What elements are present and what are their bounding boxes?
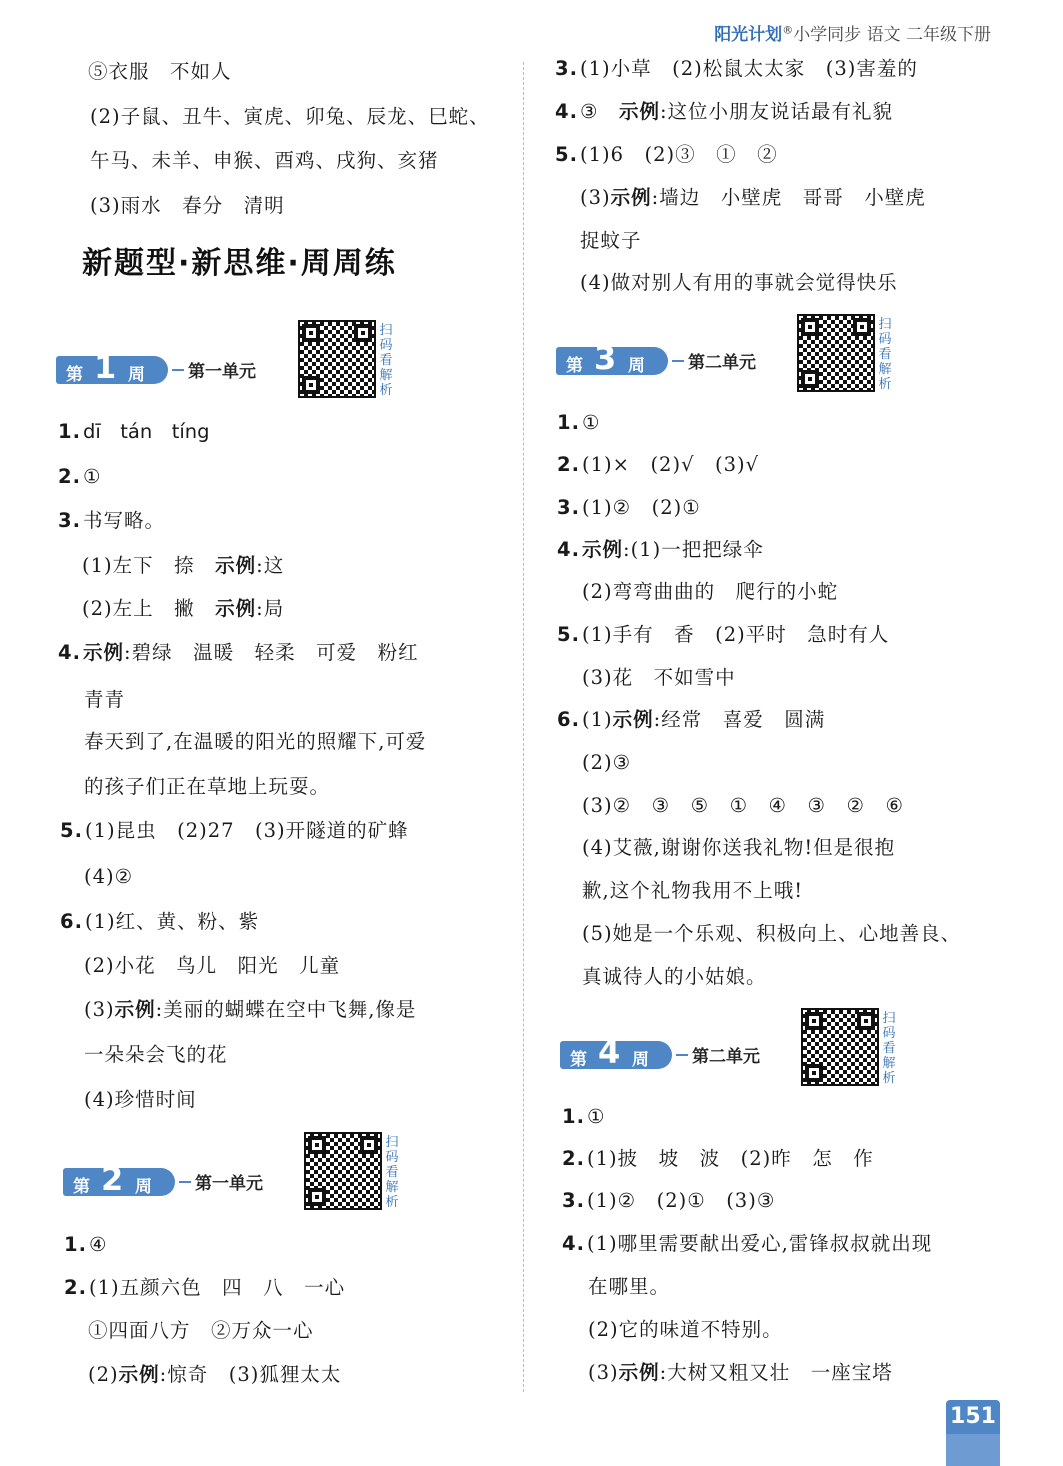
question-number: 1.	[64, 1233, 87, 1256]
answer-text: (3)	[84, 998, 115, 1021]
question-number: 3.	[557, 496, 580, 519]
answer-text: ⑤衣服 不如人	[88, 60, 232, 83]
qr-code[interactable]	[801, 1008, 879, 1086]
answer-line	[582, 965, 767, 989]
answer-text: (4)珍惜时间	[84, 1088, 197, 1111]
answer-text: (3)雨水 春分 清明	[90, 194, 285, 217]
answer-text: (1)6 (2)③ ① ②	[579, 143, 778, 166]
answer-line	[84, 688, 125, 712]
example-keyword: 示例	[618, 1361, 660, 1384]
example-keyword: 示例	[612, 708, 654, 731]
divider	[179, 1181, 191, 1183]
week-suffix: 周	[128, 365, 145, 385]
answer-text: 青青	[84, 688, 126, 711]
question-number: 2.	[58, 465, 81, 488]
question-number: 5.	[555, 143, 578, 166]
answer-text: (1)② (2)① (3)③	[586, 1189, 776, 1212]
answer-line	[64, 1276, 345, 1300]
week-suffix: 周	[632, 1050, 649, 1070]
answer-text: (1)× (2)√ (3)√	[581, 453, 760, 476]
answer-text: (2)它的味道不特别。	[588, 1318, 783, 1341]
answer-text: :大树又粗又壮 一座宝塔	[659, 1361, 893, 1384]
answer-text: 在哪里。	[588, 1275, 671, 1298]
answer-line	[582, 922, 961, 946]
question-number: 1.	[557, 411, 580, 434]
example-keyword: 示例	[118, 1363, 160, 1386]
question-number: 4.	[557, 538, 580, 561]
week-badge	[556, 339, 668, 377]
answer-line	[90, 105, 490, 129]
answer-text: :墙边 小壁虎 哥哥 小壁虎	[651, 186, 926, 209]
answer-text: :这位小朋友说话最有礼貌	[659, 100, 894, 123]
week-prefix: 第	[66, 365, 83, 385]
week-badge	[560, 1033, 672, 1071]
answer-line	[557, 708, 825, 732]
week-number: 2	[101, 1160, 124, 1198]
answer-line	[588, 1318, 783, 1342]
example-keyword: 示例	[114, 998, 156, 1021]
answer-text: 捉蚊子	[580, 229, 642, 252]
answer-text: (5)她是一个乐观、积极向上、心地善良、	[582, 922, 962, 945]
week-4-banner	[560, 1031, 790, 1077]
divider	[676, 1054, 688, 1056]
answer-line	[582, 751, 631, 775]
qr-caption: 扫 码 看 解 析	[379, 323, 393, 398]
qr-code[interactable]	[797, 314, 875, 392]
unit-label: 第二单元	[692, 1047, 760, 1067]
answer-text: :这	[256, 554, 285, 577]
answer-text: 午马、未羊、申猴、酉鸡、戌狗、亥猪	[90, 149, 439, 172]
answer-line	[582, 794, 904, 818]
example-keyword: 示例	[215, 554, 257, 577]
answer-line	[82, 554, 284, 578]
qr-caption: 扫 码 看 解 析	[882, 1011, 896, 1086]
answer-line	[557, 453, 759, 477]
answer-line	[562, 1147, 874, 1171]
answer-line	[555, 57, 918, 81]
answer-text: (3)	[588, 1361, 619, 1384]
answer-line	[84, 730, 426, 754]
week-number: 4	[598, 1033, 621, 1071]
page-number: 151	[946, 1400, 1000, 1434]
answer-text: :美丽的蝴蝶在空中飞舞,像是	[155, 998, 417, 1021]
answer-text: (2)	[88, 1363, 119, 1386]
answer-text: :局	[256, 597, 285, 620]
question-number: 5.	[60, 819, 83, 842]
answer-text: (2)弯弯曲曲的 爬行的小蛇	[582, 580, 839, 603]
week-3-banner	[556, 337, 786, 383]
week-prefix: 第	[73, 1177, 90, 1197]
answer-text: (1)红、黄、粉、紫	[84, 910, 260, 933]
answer-text: (1)	[581, 708, 613, 731]
answer-text: (3)② ③ ⑤ ① ④ ③ ② ⑥	[582, 794, 904, 817]
answer-text: (1)左下 捺	[82, 554, 216, 577]
week-number: 3	[594, 339, 617, 377]
answer-line	[580, 186, 926, 210]
answer-line	[557, 538, 764, 562]
unit-label: 第二单元	[688, 353, 756, 373]
answer-line	[555, 100, 893, 124]
question-number: 2.	[562, 1147, 585, 1170]
week-suffix: 周	[628, 356, 645, 376]
example-keyword: 示例	[581, 538, 623, 561]
answer-line	[88, 60, 232, 84]
answer-line	[88, 1319, 314, 1343]
answer-text: :(1)一把把绿伞	[623, 538, 764, 561]
book-title: 小学同步 语文 二年级下册	[793, 25, 991, 45]
question-number: 4.	[555, 100, 578, 123]
unit-label: 第一单元	[195, 1174, 263, 1194]
unit-label: 第一单元	[188, 362, 256, 382]
answer-line	[580, 229, 642, 253]
answer-line	[84, 1088, 197, 1112]
answer-line	[84, 865, 133, 889]
answer-line	[562, 1105, 605, 1129]
page-edge-strip	[946, 1434, 1000, 1466]
answer-line	[580, 271, 898, 295]
answer-line	[557, 496, 701, 520]
answer-text: (2)左上 撇	[82, 597, 216, 620]
answer-text: (1)披 坡 波 (2)昨 怎 作	[586, 1147, 874, 1170]
answer-line	[84, 998, 416, 1022]
example-keyword: 示例	[215, 597, 257, 620]
brand-name: 阳光计划	[714, 25, 783, 45]
answer-line	[60, 819, 409, 843]
answer-text: 一朵朵会飞的花	[84, 1043, 228, 1066]
week-1-banner	[56, 346, 286, 392]
answer-text: 的孩子们正在草地上玩耍。	[84, 775, 331, 798]
week-prefix: 第	[570, 1050, 587, 1070]
answer-text: :惊奇 (3)狐狸太太	[159, 1363, 342, 1386]
answer-line	[557, 623, 889, 647]
answer-line	[84, 954, 340, 978]
answer-line	[555, 143, 778, 167]
question-number: 3.	[555, 57, 578, 80]
answer-line	[90, 149, 439, 173]
answer-text: (3)花 不如雪中	[582, 666, 736, 689]
question-number: 2.	[64, 1276, 87, 1299]
answer-text: :经常 喜爱 圆满	[653, 708, 826, 731]
section-title: 新题型·新思维·周周练	[82, 246, 397, 281]
question-number: 4.	[58, 641, 81, 664]
qr-caption: 扫 码 看 解 析	[878, 317, 892, 392]
answer-text: (2)③	[582, 751, 632, 774]
answer-text: ④	[88, 1233, 108, 1256]
answer-line	[64, 1233, 107, 1257]
answer-text: 歉,这个礼物我用不上哦!	[582, 879, 804, 902]
answer-line	[88, 1363, 341, 1387]
qr-code[interactable]	[298, 320, 376, 398]
qr-caption: 扫 码 看 解 析	[385, 1135, 399, 1210]
answer-text: (4)②	[84, 865, 134, 888]
answer-text: 真诚待人的小姑娘。	[582, 965, 767, 988]
answer-text: ①	[586, 1105, 606, 1128]
answer-text: (4)做对别人有用的事就会觉得快乐	[580, 271, 898, 294]
week-prefix: 第	[566, 356, 583, 376]
answer-line	[562, 1232, 932, 1256]
question-number: 2.	[557, 453, 580, 476]
answer-text: (1)五颜六色 四 八 一心	[88, 1276, 346, 1299]
question-number: 1.	[58, 420, 81, 443]
answer-line	[588, 1275, 670, 1299]
answer-line	[58, 465, 101, 489]
question-number: 3.	[58, 509, 81, 532]
week-number: 1	[94, 348, 117, 386]
week-badge	[56, 348, 168, 386]
week-2-banner	[63, 1158, 293, 1204]
answer-line	[582, 580, 838, 604]
answer-text: (2)小花 鸟儿 阳光 儿童	[84, 954, 341, 977]
answer-text: :碧绿 温暖 轻柔 可爱 粉红	[124, 641, 419, 664]
answer-line	[588, 1361, 893, 1385]
answer-text: (1)② (2)①	[581, 496, 701, 519]
answer-line	[84, 1043, 228, 1067]
question-number: 4.	[562, 1232, 585, 1255]
answer-text: (2)子鼠、丑牛、寅虎、卯兔、辰龙、巳蛇、	[90, 105, 490, 128]
answer-text: (4)艾薇,谢谢你送我礼物!但是很抱	[582, 836, 896, 859]
example-keyword: 示例	[610, 186, 652, 209]
divider	[672, 360, 684, 362]
answer-line	[582, 879, 803, 903]
question-number: 1.	[562, 1105, 585, 1128]
example-keyword: 示例	[618, 100, 660, 123]
answer-text: 春天到了,在温暖的阳光的照耀下,可爱	[84, 730, 427, 753]
answer-line	[58, 509, 165, 533]
answer-text: dī tán tíng	[82, 420, 210, 443]
registered-mark: ®	[782, 23, 794, 37]
week-suffix: 周	[135, 1177, 152, 1197]
week-badge	[63, 1160, 175, 1198]
answer-text: ①	[581, 411, 601, 434]
answer-line	[84, 775, 330, 799]
answer-line	[557, 411, 600, 435]
answer-text: ①	[82, 465, 102, 488]
answer-line	[58, 420, 210, 444]
answer-text: 书写略。	[82, 509, 165, 532]
divider	[172, 369, 184, 371]
question-number: 6.	[557, 708, 580, 731]
answer-text: (1)哪里需要献出爱心,雷锋叔叔就出现	[586, 1232, 933, 1255]
answer-text: (1)昆虫 (2)27 (3)开隧道的矿蜂	[84, 819, 409, 842]
answer-text: ③	[579, 100, 619, 123]
answer-line	[582, 666, 736, 690]
answer-text: (3)	[580, 186, 611, 209]
page-header	[714, 20, 991, 45]
column-divider	[523, 62, 524, 1392]
answer-line	[90, 194, 285, 218]
answer-text: (1)小草 (2)松鼠太太家 (3)害羞的	[579, 57, 918, 80]
qr-code[interactable]	[304, 1132, 382, 1210]
answer-line	[82, 597, 284, 621]
answer-line	[562, 1189, 775, 1213]
answer-text: ①四面八方 ②万众一心	[88, 1319, 314, 1342]
question-number: 3.	[562, 1189, 585, 1212]
question-number: 6.	[60, 910, 83, 933]
question-number: 5.	[557, 623, 580, 646]
answer-line	[58, 641, 419, 665]
answer-line	[582, 836, 895, 860]
answer-text: (1)手有 香 (2)平时 急时有人	[581, 623, 890, 646]
example-keyword: 示例	[82, 641, 124, 664]
answer-line	[60, 910, 259, 934]
